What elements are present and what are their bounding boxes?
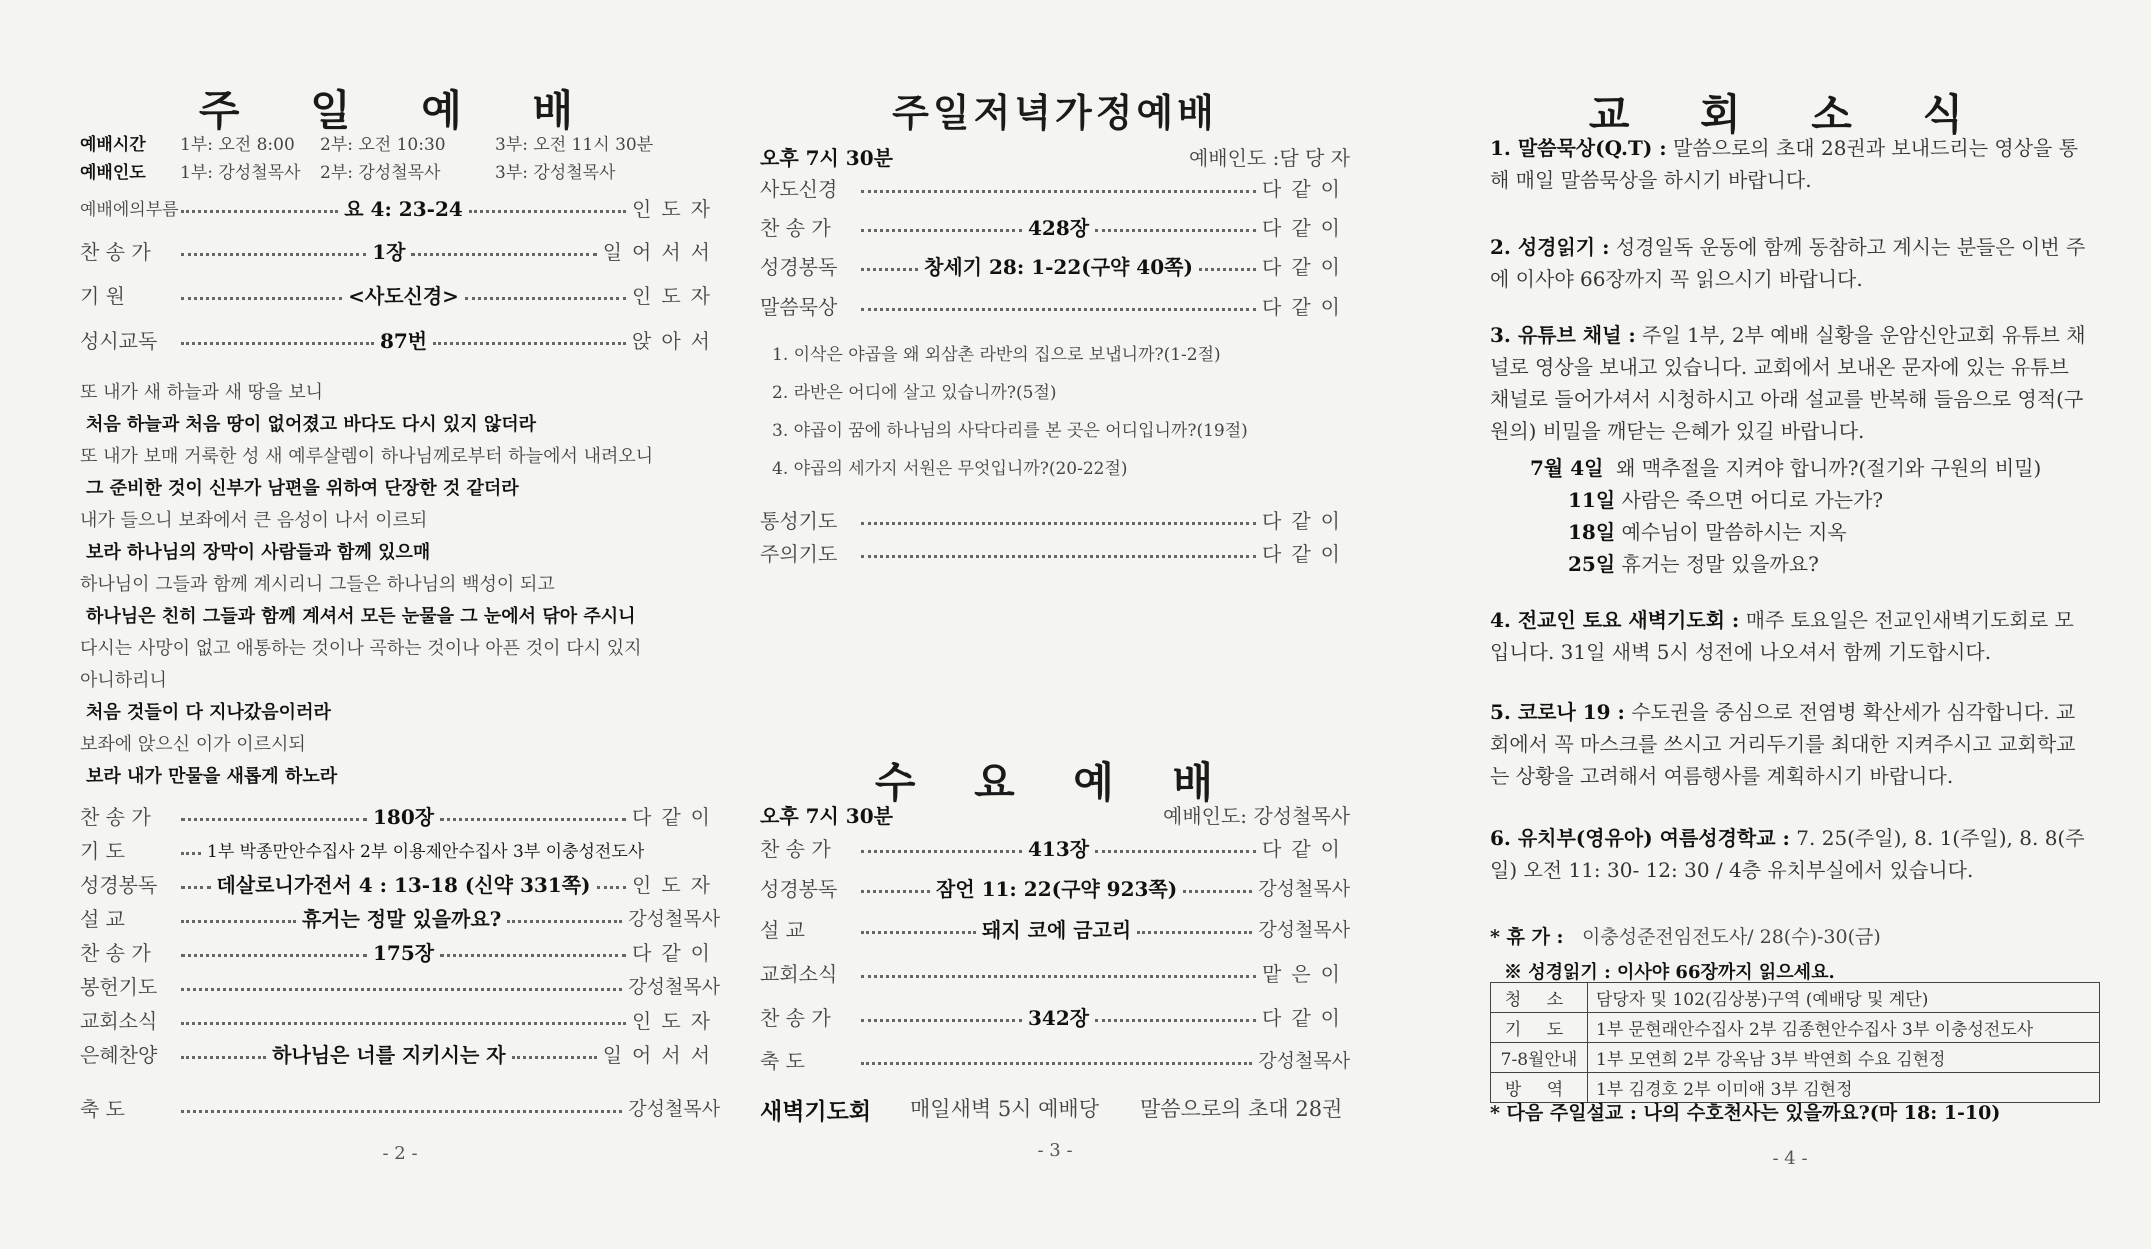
sermon-schedule-2: 18일 예수님이 말씀하시는 지옥 xyxy=(1568,520,1847,544)
order-row xyxy=(80,934,720,968)
page-number: - 4 - xyxy=(1772,1148,1808,1169)
question-line: 1. 이삭은 야곱을 왜 외삼촌 라반의 집으로 보냅니까?(1-2절) xyxy=(772,345,1221,365)
reading-line: 하나님이 그들과 함께 계시리니 그들은 하나님의 백성이 되고 xyxy=(80,574,555,595)
dot-leader xyxy=(181,297,342,300)
order-responsible: 맡은이 xyxy=(1262,961,1350,986)
order-row xyxy=(760,170,1350,204)
duty-value: 1부 김경호 2부 이미애 3부 김현정 xyxy=(1588,1073,2100,1103)
sermon-schedule-3: 25일 휴거는 정말 있을까요? xyxy=(1568,552,1819,576)
dot-leader xyxy=(861,975,1256,978)
duty-value: 담당자 및 102(김상봉)구역 (예배당 및 계단) xyxy=(1588,983,2100,1013)
order-row xyxy=(80,1090,720,1124)
page-4 xyxy=(1490,0,2090,1249)
order-label: 찬 송 가 xyxy=(80,804,151,829)
order-row xyxy=(80,1002,720,1036)
sermon-schedule-1: 11일 사람은 죽으면 어디로 가는가? xyxy=(1568,488,1884,512)
reading-line: 처음 하늘과 처음 땅이 없어졌고 바다도 다시 있지 않더라 xyxy=(86,414,537,435)
dot-leader xyxy=(181,852,201,855)
duty-table xyxy=(1490,982,2100,1103)
order-responsible: 다같이 xyxy=(1262,254,1350,279)
evening-service-info: 오후 7시 30분 예배인도 :담 당 자 xyxy=(760,146,1350,170)
order-label: 예배에의부름 xyxy=(80,199,179,220)
dot-leader xyxy=(861,890,930,893)
duty-value: 1부 문현래안수집사 2부 김종현안수집사 3부 이충성전도사 xyxy=(1588,1013,2100,1043)
order-row xyxy=(760,288,1350,322)
order-responsible: 다같이 xyxy=(1262,215,1351,240)
order-content: 342장 xyxy=(1027,1005,1090,1030)
dot-leader xyxy=(861,229,1022,232)
reading-line: 아니하리니 xyxy=(80,670,167,691)
order-content: <사도신경> xyxy=(348,283,459,308)
news-item-6: 6. 유치부(영유아) 여름성경학교 : 7. 25(주일), 8. 1(주일), 8. 8(주일) 오전 11: 30- 12: 30 / 4층 유치부실에서 있습니다. xyxy=(1490,826,2085,882)
order-responsible: 다같이 xyxy=(1262,294,1350,319)
reading-line: 또 내가 보매 거룩한 성 새 예루살렘이 하나님께로부터 하늘에서 내려오니 xyxy=(80,446,654,467)
order-row xyxy=(80,322,720,356)
order-label: 교회소식 xyxy=(760,961,838,986)
order-label: 찬 송 가 xyxy=(760,836,831,861)
dot-leader xyxy=(861,931,976,934)
dot-leader xyxy=(411,253,596,256)
dot-leader xyxy=(440,818,626,821)
vacation-note: * 휴 가 : 이충성준전임전도사/ 28(수)-30(금) xyxy=(1490,926,1881,948)
dot-leader xyxy=(1183,890,1252,893)
order-row xyxy=(760,830,1350,864)
order-label: 축 도 xyxy=(80,1096,125,1121)
order-label: 찬 송 가 xyxy=(80,239,151,264)
order-row xyxy=(760,502,1350,536)
reading-line: 또 내가 새 하늘과 새 땅을 보니 xyxy=(80,382,323,403)
dot-leader xyxy=(1095,229,1256,232)
order-label: 기 도 xyxy=(80,838,125,863)
dot-leader xyxy=(181,886,211,889)
order-responsible: 인도자 xyxy=(632,196,721,221)
order-row xyxy=(760,999,1350,1033)
dot-leader xyxy=(861,308,1256,311)
order-responsible: 인도자 xyxy=(632,872,721,897)
order-responsible: 다같이 xyxy=(1262,1005,1351,1030)
order-responsible: 다같이 xyxy=(1262,176,1350,201)
order-label: 축 도 xyxy=(760,1048,805,1073)
order-responsible: 다같이 xyxy=(1262,508,1350,533)
order-content: 428장 xyxy=(1027,215,1090,240)
order-responsible: 다같이 xyxy=(632,804,721,829)
dot-leader xyxy=(512,1056,597,1059)
order-label: 성시교독 xyxy=(80,328,158,353)
reading-line: 보라 내가 만물을 새롭게 하노라 xyxy=(86,766,338,787)
order-content: 87번 xyxy=(379,328,428,353)
dot-leader xyxy=(597,886,627,889)
order-label: 말씀묵상 xyxy=(760,294,838,319)
order-row xyxy=(80,832,720,866)
dot-leader xyxy=(1095,1019,1256,1022)
reading-line: 그 준비한 것이 신부가 남편을 위하여 단장한 것 같더라 xyxy=(86,478,519,499)
dot-leader xyxy=(181,818,367,821)
duty-key: 청 소 xyxy=(1491,983,1588,1013)
order-row xyxy=(80,233,720,267)
duty-value: 1부 모연희 2부 강옥남 3부 박연희 수요 김현정 xyxy=(1588,1043,2100,1073)
order-label: 찬 송 가 xyxy=(80,940,151,965)
order-content: 하나님은 너를 지키시는 자 xyxy=(272,1042,506,1067)
order-row xyxy=(760,248,1350,282)
dot-leader xyxy=(181,253,366,256)
dot-leader xyxy=(1095,850,1256,853)
sermon-schedule-0: 7월 4일 왜 맥추절을 지켜야 합니까?(절기와 구원의 비밀) xyxy=(1530,456,2042,480)
order-row xyxy=(760,911,1350,945)
order-label: 사도신경 xyxy=(760,176,838,201)
news-item-4: 4. 전교인 토요 새벽기도회 : 매주 토요일은 전교인새벽기도회로 모입니다. 31일 새벽 5시 성전에 나오셔서 함께 기도합시다. xyxy=(1490,608,2074,664)
order-responsible: 강성철목사 xyxy=(1258,1049,1350,1072)
order-row xyxy=(80,968,720,1002)
order-responsible: 일어서서 xyxy=(602,1042,721,1067)
order-label: 주의기도 xyxy=(760,541,838,566)
order-responsible: 인도자 xyxy=(632,283,721,308)
order-row xyxy=(760,209,1350,243)
dot-leader xyxy=(469,210,626,213)
reading-line: 보좌에 앉으신 이가 이르시되 xyxy=(80,734,306,755)
order-content: 1장 xyxy=(372,239,406,264)
question-line: 3. 야곱이 꿈에 하나님의 사닥다리를 본 곳은 어디입니까?(19절) xyxy=(772,421,1248,441)
dot-leader xyxy=(181,1022,626,1025)
order-responsible: 다같이 xyxy=(632,940,721,965)
dot-leader xyxy=(861,1019,1022,1022)
order-responsible: 강성철목사 xyxy=(628,1097,720,1120)
order-responsible: 인도자 xyxy=(632,1008,720,1033)
order-content: 잠언 11: 22(구약 923쪽) xyxy=(936,876,1178,901)
evening-service-title: 주일저녁가정예배 xyxy=(892,90,1218,135)
order-content: 413장 xyxy=(1027,836,1090,861)
order-row xyxy=(760,1042,1350,1076)
dot-leader xyxy=(181,1110,622,1113)
duty-row xyxy=(1491,983,2100,1013)
bible-reading-note: ※ 성경읽기 : 이사야 66장까지 읽으세요. xyxy=(1504,962,1835,983)
dot-leader xyxy=(861,190,1256,193)
order-row xyxy=(760,955,1350,989)
order-row xyxy=(80,190,720,224)
dot-leader xyxy=(181,1056,266,1059)
reading-line: 내가 들으니 보좌에서 큰 음성이 나서 이르되 xyxy=(80,510,428,531)
order-label: 교회소식 xyxy=(80,1008,158,1033)
service-times: 예배시간 1부: 오전 8:00 2부: 오전 10:30 3부: 오전 11시 30분 xyxy=(80,135,654,155)
order-row xyxy=(80,798,720,832)
order-content: 창세기 28: 1-22(구약 40쪽) xyxy=(924,254,1193,279)
order-label: 설 교 xyxy=(80,906,125,931)
duty-row xyxy=(1491,1043,2100,1073)
order-responsible: 다같이 xyxy=(1262,836,1351,861)
dot-leader xyxy=(507,920,622,923)
dot-leader xyxy=(181,210,338,213)
order-row xyxy=(80,1036,720,1070)
news-item-3: 3. 유튜브 채널 : 주일 1부, 2부 예배 실황을 운암신안교회 유튜브 채널로 영상을 보내고 있습니다. 교회에서 보내온 문자에 있는 유튜브 채널로 들어가셔서 시청하시고 아래 설교를 반복해 들음으로 영적(구원의) 비밀을 깨닫는 은혜가 있길 바랍니다. xyxy=(1490,323,2086,443)
dot-leader xyxy=(1137,931,1252,934)
page-number: - 2 - xyxy=(382,1143,418,1164)
dot-leader xyxy=(181,342,374,345)
church-news-title: 교 회 소 식 xyxy=(1588,90,1992,139)
order-content: 돼지 코에 금고리 xyxy=(982,917,1132,942)
order-label: 설 교 xyxy=(760,917,805,942)
duty-key: 방 역 xyxy=(1491,1073,1588,1103)
reading-line: 처음 것들이 다 지나갔음이러라 xyxy=(86,702,331,723)
page-number: - 3 - xyxy=(1037,1140,1073,1161)
order-label: 성경봉독 xyxy=(80,872,158,897)
dot-leader xyxy=(861,1062,1252,1065)
order-label: 은혜찬양 xyxy=(80,1042,158,1067)
order-content: 데살로니가전서 4 : 13-18 (신약 331쪽) xyxy=(216,872,591,897)
duty-key: 7-8월안내 xyxy=(1491,1043,1588,1073)
order-responsible: 강성철목사 xyxy=(1258,877,1350,900)
reading-line: 보라 하나님의 장막이 사람들과 함께 있으매 xyxy=(86,542,431,563)
duty-row xyxy=(1491,1013,2100,1043)
order-row xyxy=(80,277,720,311)
dot-leader xyxy=(465,297,626,300)
dot-leader xyxy=(433,342,626,345)
dot-leader xyxy=(861,555,1256,558)
question-line: 2. 라반은 어디에 살고 있습니까?(5절) xyxy=(772,383,1057,403)
news-item-5: 5. 코로나 19 : 수도권을 중심으로 전염병 확산세가 심각합니다. 교회에서 꼭 마스크를 쓰시고 거리두기를 최대한 지켜주시고 교회학교는 상황을 고려해서 여름행사를 계획하시기 바랍니다. xyxy=(1490,700,2076,788)
order-row xyxy=(80,866,720,900)
order-content: 1부 박종만안수집사 2부 이용제안수집사 3부 이충성전도사 xyxy=(207,841,645,862)
dot-leader xyxy=(181,954,367,957)
order-responsible: 일어서서 xyxy=(602,239,720,264)
dot-leader xyxy=(861,268,918,271)
question-line: 4. 야곱의 세가지 서원은 무엇입니까?(20-22절) xyxy=(772,459,1128,479)
next-sermon-note: * 다음 주일설교 : 나의 수호천사는 있을까요?(마 18: 1-10) xyxy=(1490,1102,2001,1124)
dot-leader xyxy=(1199,268,1256,271)
dot-leader xyxy=(861,522,1256,525)
page-2 xyxy=(80,0,720,1249)
order-label: 봉헌기도 xyxy=(80,974,158,999)
order-content: 175장 xyxy=(372,940,435,965)
duty-key: 기 도 xyxy=(1491,1013,1588,1043)
page-3 xyxy=(760,0,1350,1249)
wednesday-service-title: 수 요 예 배 xyxy=(874,758,1236,807)
order-responsible: 강성철목사 xyxy=(1258,918,1351,941)
order-label: 기 원 xyxy=(80,283,125,308)
order-content: 휴거는 정말 있을까요? xyxy=(301,906,502,931)
order-responsible: 앉아서 xyxy=(632,328,720,353)
dot-leader xyxy=(440,954,626,957)
news-item-1: 1. 말씀묵상(Q.T) : 말씀으로의 초대 28권과 보내드리는 영상을 통해 매일 말씀묵상을 하시기 바랍니다. xyxy=(1490,136,2079,192)
page-title: 주 일 예 배 xyxy=(198,86,602,135)
order-row xyxy=(760,535,1350,569)
order-content: 180장 xyxy=(372,804,435,829)
order-row xyxy=(760,870,1350,904)
order-row xyxy=(80,900,720,934)
dawn-prayer: 새벽기도회 매일새벽 5시 예배당 말씀으로의 초대 28권 xyxy=(760,1097,1343,1125)
service-leaders: 예배인도 1부: 강성철목사 2부: 강성철목사 3부: 강성철목사 xyxy=(80,163,616,183)
order-label: 성경봉독 xyxy=(760,254,838,279)
dot-leader xyxy=(181,988,622,991)
order-responsible: 다같이 xyxy=(1262,541,1350,566)
order-label: 찬 송 가 xyxy=(760,215,831,240)
reading-line: 다시는 사망이 없고 애통하는 것이나 곡하는 것이나 아픈 것이 다시 있지 xyxy=(80,638,642,659)
wednesday-service-info: 오후 7시 30분 예배인도: 강성철목사 xyxy=(760,804,1350,828)
order-responsible: 강성철목사 xyxy=(628,907,720,930)
order-label: 찬 송 가 xyxy=(760,1005,831,1030)
order-content: 요 4: 23-24 xyxy=(344,196,463,221)
dot-leader xyxy=(181,920,296,923)
news-item-2: 2. 성경읽기 : 성경일독 운동에 함께 동참하고 계시는 분들은 이번 주에 이사야 66장까지 꼭 읽으시기 바랍니다. xyxy=(1490,235,2086,291)
order-responsible: 강성철목사 xyxy=(628,975,720,998)
dot-leader xyxy=(861,850,1022,853)
reading-line: 하나님은 친히 그들과 함께 계셔서 모든 눈물을 그 눈에서 닦아 주시니 xyxy=(86,606,636,627)
order-label: 성경봉독 xyxy=(760,876,838,901)
order-label: 통성기도 xyxy=(760,508,838,533)
